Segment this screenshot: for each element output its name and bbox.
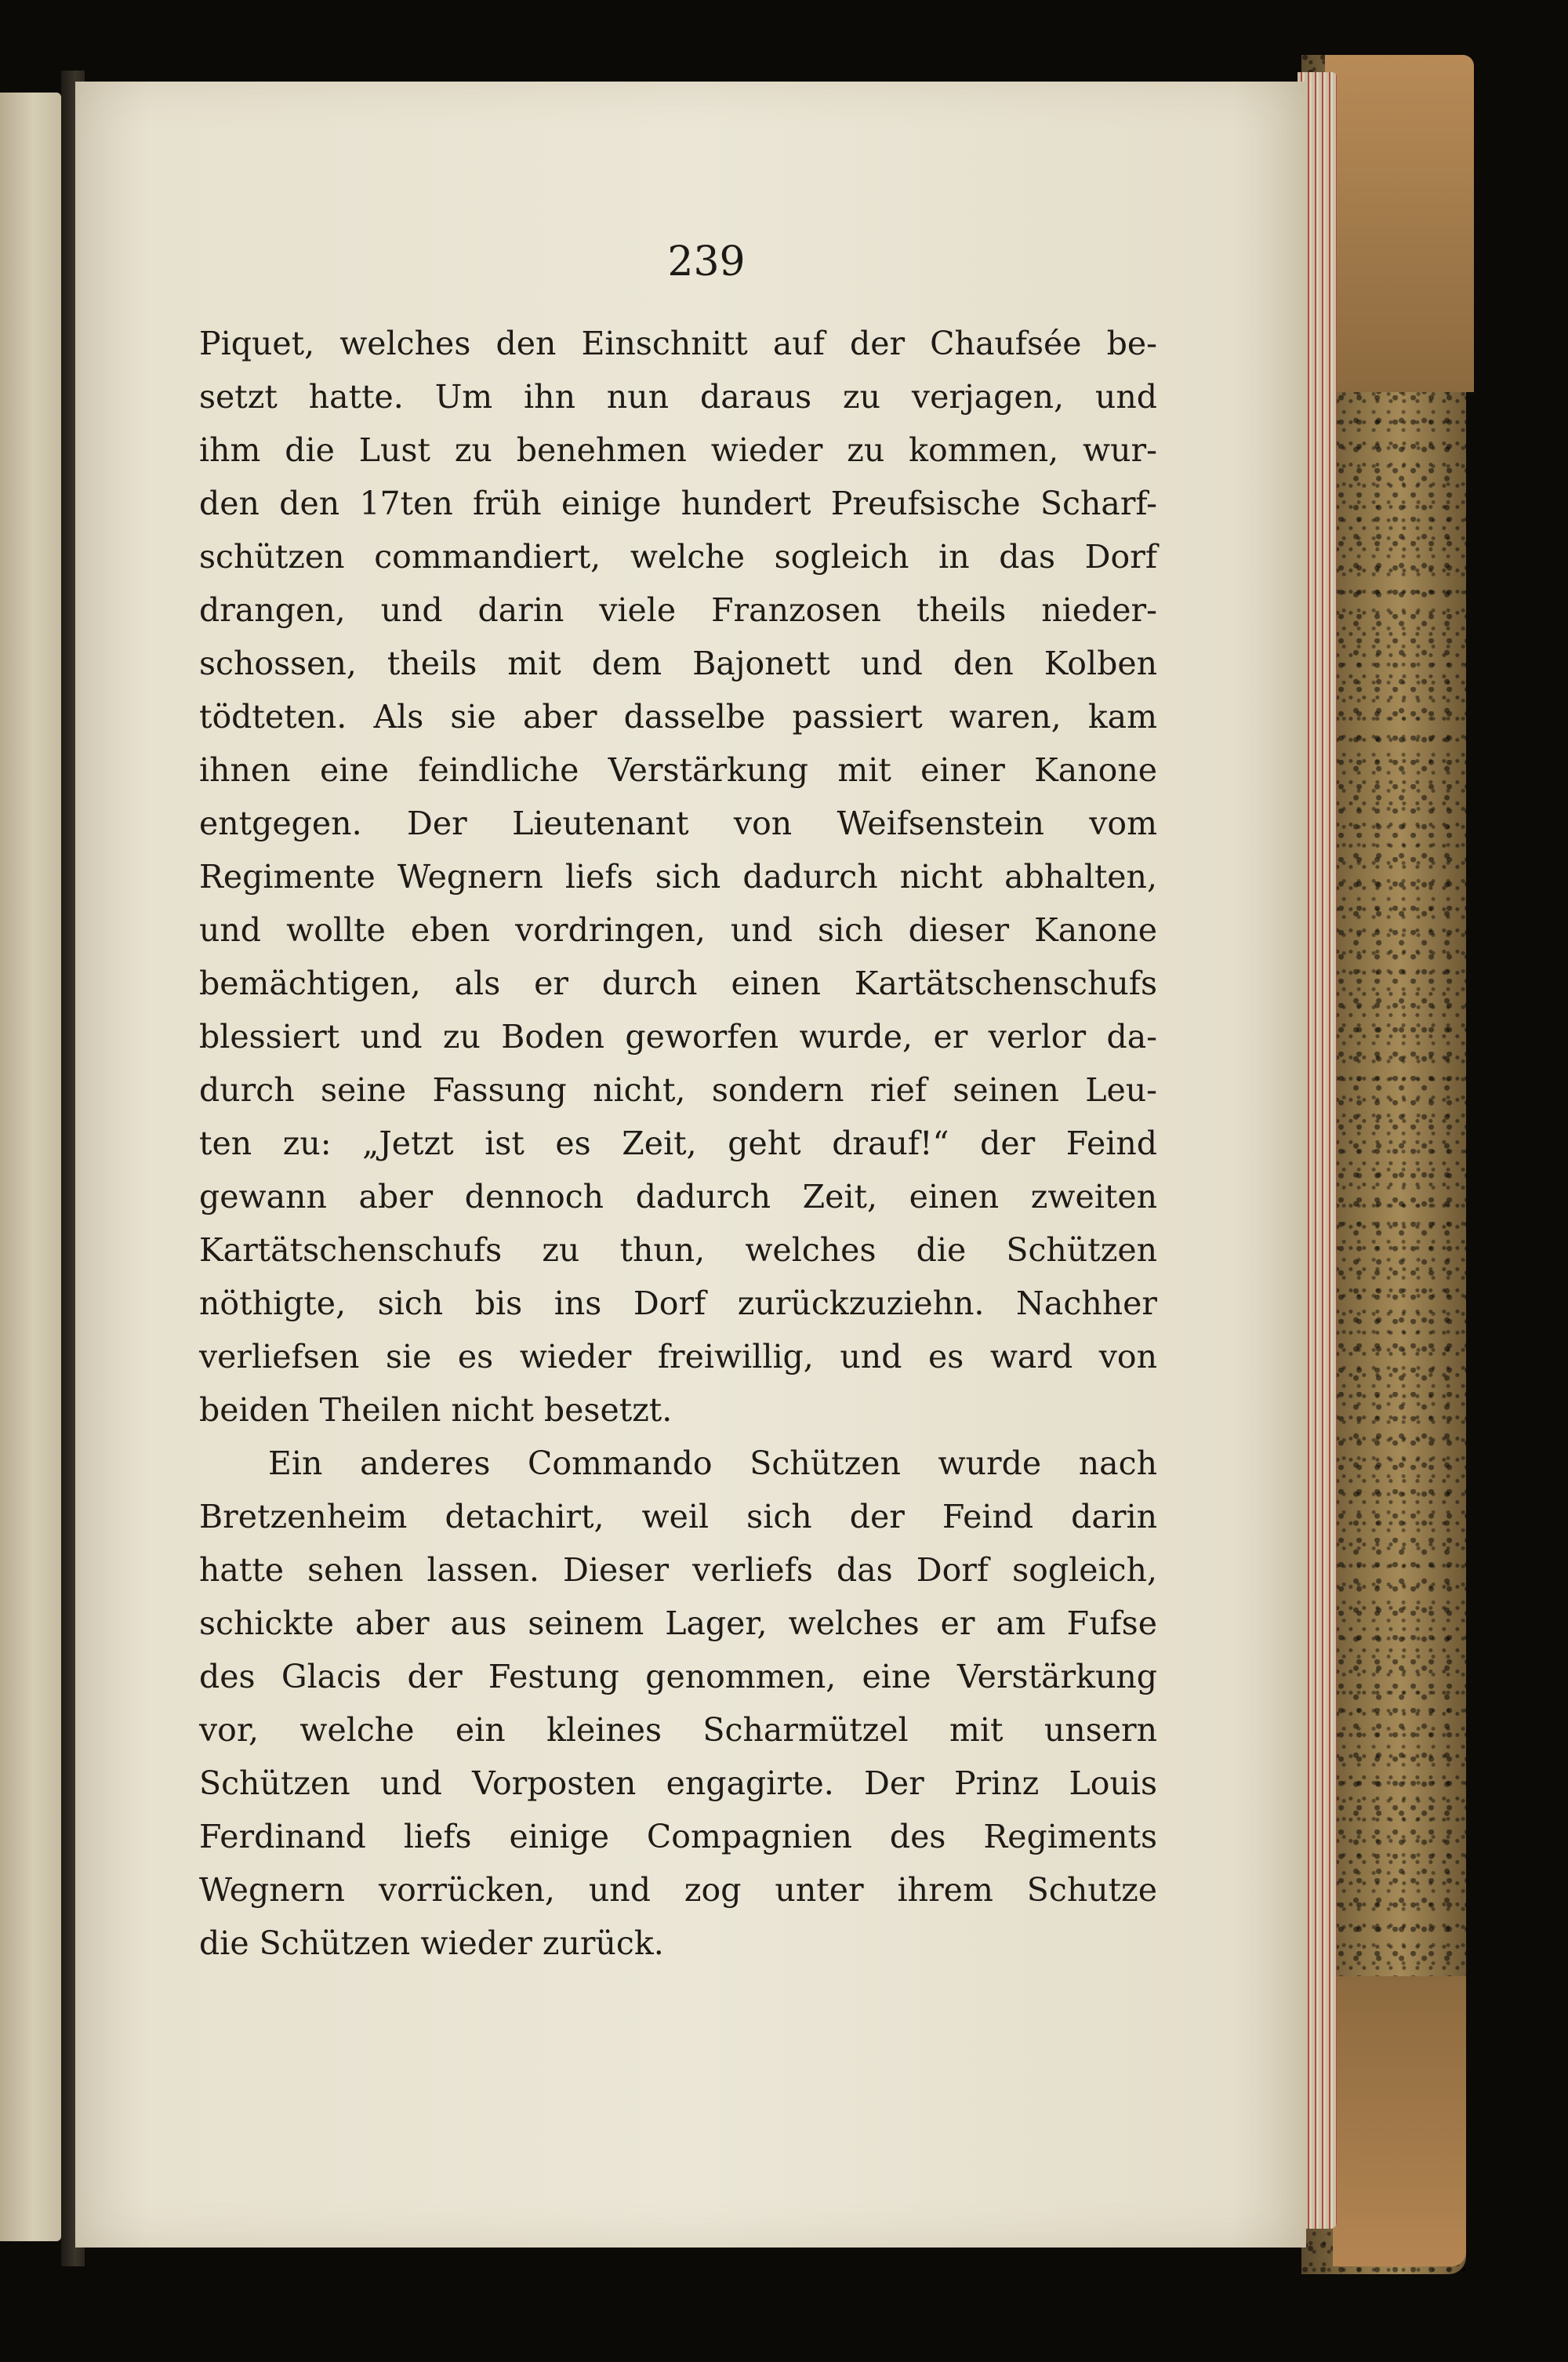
text-line: blessiert und zu Boden geworfen wurde, er verlor da- [199, 1018, 1157, 1056]
text-line: ihnen eine feindliche Verstärkung mit einer Kanone [199, 751, 1157, 789]
text-line: den den 17ten früh einige hundert Preufsische Scharf- [199, 485, 1157, 522]
text-line: vor, welche ein kleines Scharmützel mit unsern [199, 1711, 1157, 1749]
text-line: Piquet, welches den Einschnitt auf der Chaufsée be- [199, 325, 1157, 362]
text-line: gewann aber dennoch dadurch Zeit, einen zweiten [199, 1178, 1157, 1216]
text-line: bemächtigen, als er durch einen Kartätschenschufs [199, 965, 1157, 1002]
text-line: ihm die Lust zu benehmen wieder zu kommen, wur- [199, 431, 1157, 469]
text-line: setzt hatte. Um ihn nun daraus zu verjagen, und [199, 378, 1157, 416]
text-line: Wegnern vorrücken, und zog unter ihrem Schutze [199, 1871, 1157, 1909]
text-line: nöthigte, sich bis ins Dorf zurückzuziehn. Nachher [199, 1285, 1157, 1322]
paragraph-end-line: die Schützen wieder zurück. [199, 1924, 664, 1962]
text-line: drangen, und darin viele Franzosen theils nieder- [199, 591, 1157, 629]
text-line: Schützen und Vorposten engagirte. Der Prinz Louis [199, 1764, 1157, 1802]
body-text [199, 317, 1157, 1970]
cover-corner-bottom [1333, 1976, 1466, 2266]
text-line: Kartätschenschufs zu thun, welches die Schützen [199, 1231, 1157, 1269]
text-line: schossen, theils mit dem Bajonett und den Kolben [199, 645, 1157, 682]
left-facing-page-edge [0, 93, 61, 2241]
text-line: verliefsen sie es wieder freiwillig, und es ward von [199, 1338, 1157, 1375]
text-line: tödteten. Als sie aber dasselbe passiert waren, kam [199, 698, 1157, 736]
book-page [75, 82, 1306, 2248]
text-line: hatte sehen lassen. Dieser verliefs das Dorf sogleich, [199, 1551, 1157, 1589]
cover-corner-top [1325, 55, 1474, 392]
paragraph-start-line: Ein anderes Commando Schützen wurde nach [268, 1444, 1157, 1482]
text-line: schützen commandiert, welche sogleich in das Dorf [199, 538, 1157, 576]
text-line: und wollte eben vordringen, und sich dieser Kanone [199, 911, 1157, 949]
text-line: durch seine Fassung nicht, sondern rief seinen Leu- [199, 1071, 1157, 1109]
text-line: ten zu: „Jetzt ist es Zeit, geht drauf!“ der Feind [199, 1125, 1157, 1162]
text-line: Regimente Wegnern liefs sich dadurch nicht abhalten, [199, 858, 1157, 896]
text-line: entgegen. Der Lieutenant von Weifsenstein vom [199, 805, 1157, 842]
page-number: 239 [667, 238, 746, 285]
text-line: schickte aber aus seinem Lager, welches er am Fufse [199, 1604, 1157, 1642]
text-line: des Glacis der Festung genommen, eine Verstärkung [199, 1658, 1157, 1695]
text-line: Bretzenheim detachirt, weil sich der Feind darin [199, 1498, 1157, 1535]
paragraph-end-line: beiden Theilen nicht besetzt. [199, 1391, 673, 1429]
text-line: Ferdinand liefs einige Compagnien des Regiments [199, 1818, 1157, 1855]
